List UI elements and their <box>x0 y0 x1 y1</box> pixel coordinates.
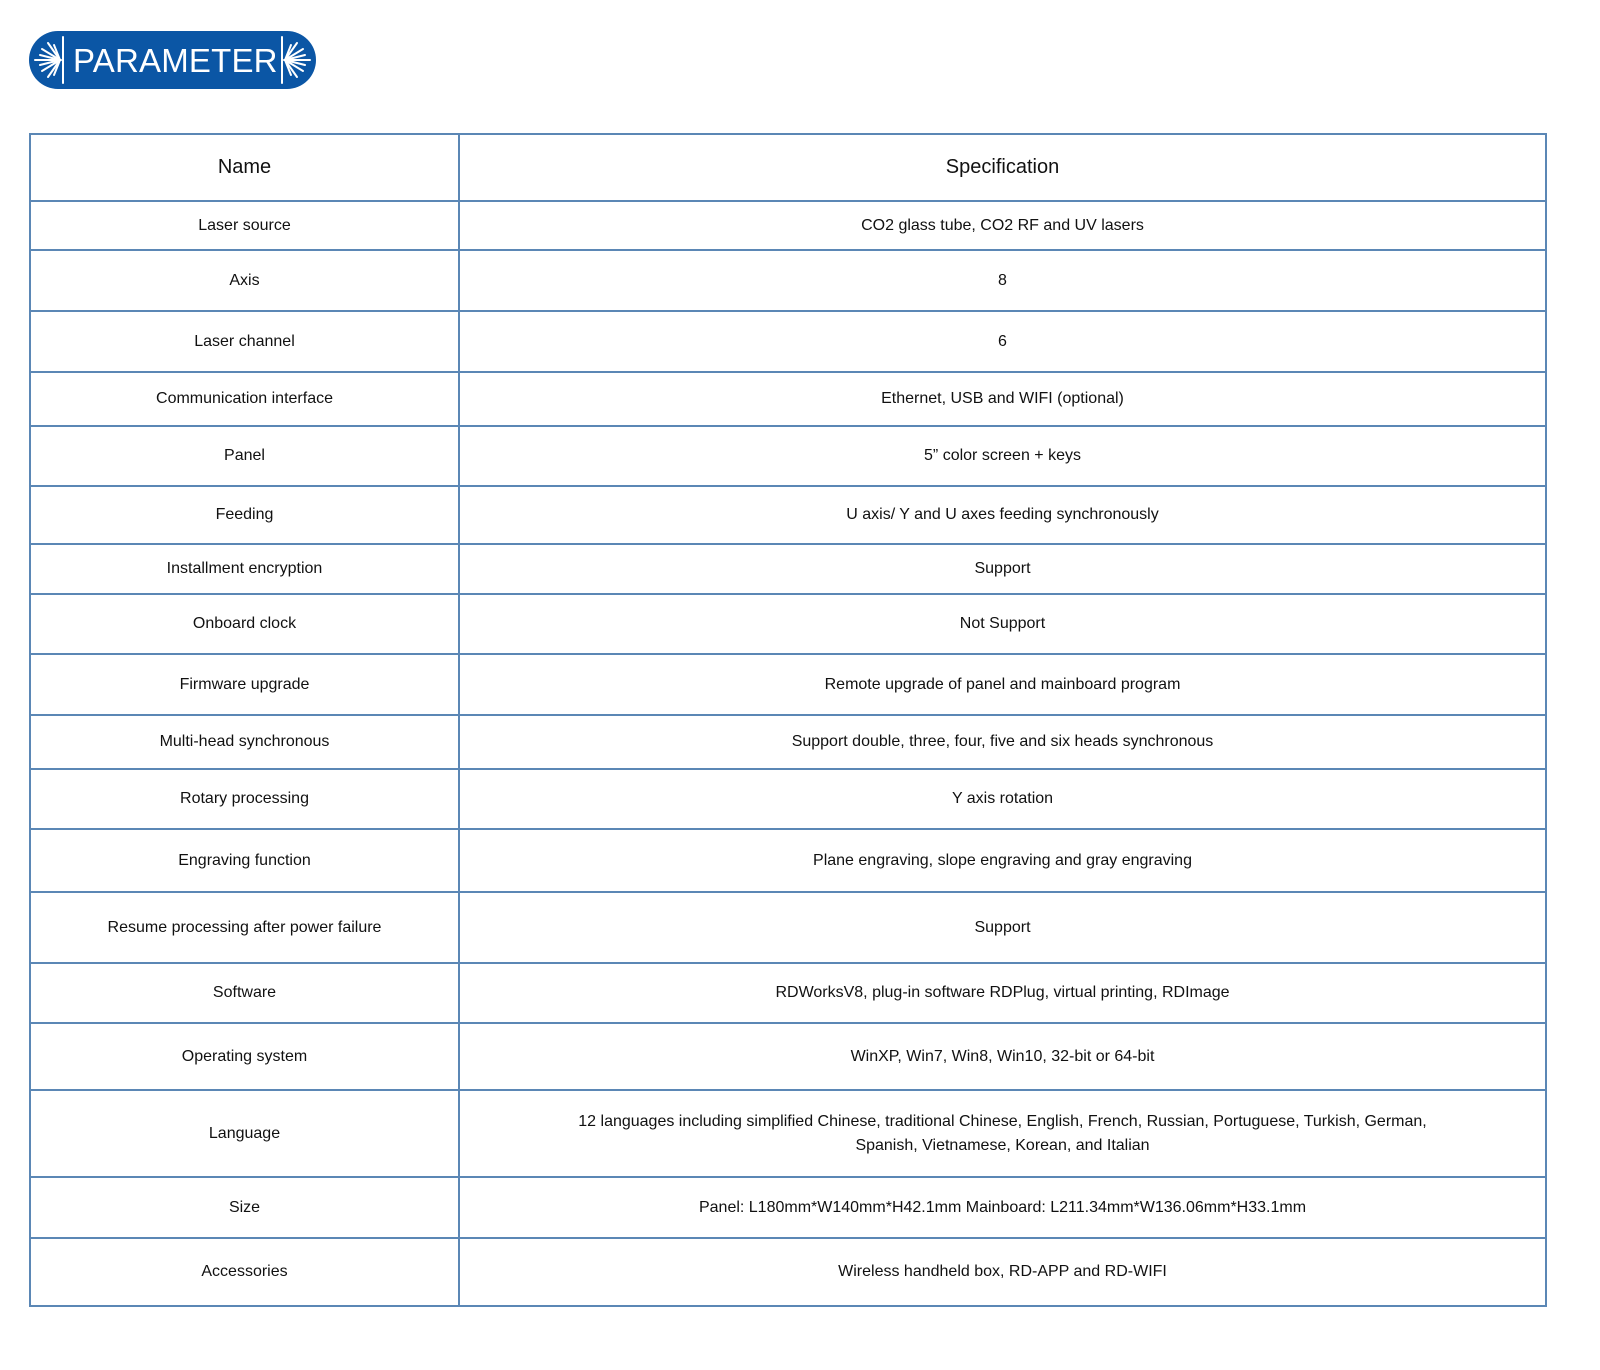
row-name: Onboard clock <box>30 594 459 654</box>
table-row <box>30 544 1546 594</box>
table-row <box>30 1090 1546 1177</box>
light-burst-icon <box>29 31 69 89</box>
parameter-badge <box>29 31 316 89</box>
row-name: Multi-head synchronous <box>30 715 459 769</box>
row-name: Firmware upgrade <box>30 654 459 715</box>
row-name: Software <box>30 963 459 1023</box>
row-name: Operating system <box>30 1023 459 1090</box>
row-spec: U axis/ Y and U axes feeding synchronously <box>459 486 1546 544</box>
row-spec: 5” color screen + keys <box>459 426 1546 486</box>
row-name: Engraving function <box>30 829 459 892</box>
table-row <box>30 372 1546 426</box>
row-name: Communication interface <box>30 372 459 426</box>
table-row <box>30 1238 1546 1306</box>
table-row <box>30 311 1546 372</box>
row-name: Axis <box>30 250 459 311</box>
light-burst-icon <box>276 31 316 89</box>
row-spec: Remote upgrade of panel and mainboard program <box>459 654 1546 715</box>
row-spec: Wireless handheld box, RD-APP and RD-WIFI <box>459 1238 1546 1306</box>
table-row <box>30 201 1546 250</box>
row-name: Accessories <box>30 1238 459 1306</box>
table-row <box>30 426 1546 486</box>
row-name: Language <box>30 1090 459 1177</box>
header-specification: Specification <box>459 134 1546 201</box>
table-header-row <box>30 134 1546 201</box>
row-name: Size <box>30 1177 459 1238</box>
row-spec: CO2 glass tube, CO2 RF and UV lasers <box>459 201 1546 250</box>
table-row <box>30 250 1546 311</box>
table-row <box>30 769 1546 829</box>
row-name: Resume processing after power failure <box>30 892 459 963</box>
table-row <box>30 963 1546 1023</box>
row-name: Feeding <box>30 486 459 544</box>
parameter-table <box>29 133 1547 1307</box>
header-name: Name <box>30 134 459 201</box>
row-spec: Support <box>459 892 1546 963</box>
row-spec: Y axis rotation <box>459 769 1546 829</box>
row-name: Rotary processing <box>30 769 459 829</box>
row-spec: WinXP, Win7, Win8, Win10, 32-bit or 64-bit <box>459 1023 1546 1090</box>
row-name: Laser channel <box>30 311 459 372</box>
badge-title: PARAMETER <box>73 42 278 79</box>
row-spec: Support double, three, four, five and six heads synchronous <box>459 715 1546 769</box>
row-spec: Support <box>459 544 1546 594</box>
table-row <box>30 486 1546 544</box>
table-row <box>30 654 1546 715</box>
table-row <box>30 1023 1546 1090</box>
table-row <box>30 1177 1546 1238</box>
row-spec: Panel: L180mm*W140mm*H42.1mm Mainboard: L211.34mm*W136.06mm*H33.1mm <box>459 1177 1546 1238</box>
row-spec: 8 <box>459 250 1546 311</box>
row-spec: Plane engraving, slope engraving and gray engraving <box>459 829 1546 892</box>
row-name: Laser source <box>30 201 459 250</box>
table-row <box>30 594 1546 654</box>
row-spec: RDWorksV8, plug-in software RDPlug, virtual printing, RDImage <box>459 963 1546 1023</box>
row-spec: Not Support <box>459 594 1546 654</box>
row-spec: 12 languages including simplified Chinese, traditional Chinese, English, French, Russian, Portuguese, Turkish, German, Spanish, Vietnamese, Korean, and Italian <box>459 1090 1546 1177</box>
table-row <box>30 715 1546 769</box>
row-spec: Ethernet, USB and WIFI (optional) <box>459 372 1546 426</box>
row-spec: 6 <box>459 311 1546 372</box>
row-name: Panel <box>30 426 459 486</box>
row-name: Installment encryption <box>30 544 459 594</box>
table-row <box>30 829 1546 892</box>
table-row <box>30 892 1546 963</box>
